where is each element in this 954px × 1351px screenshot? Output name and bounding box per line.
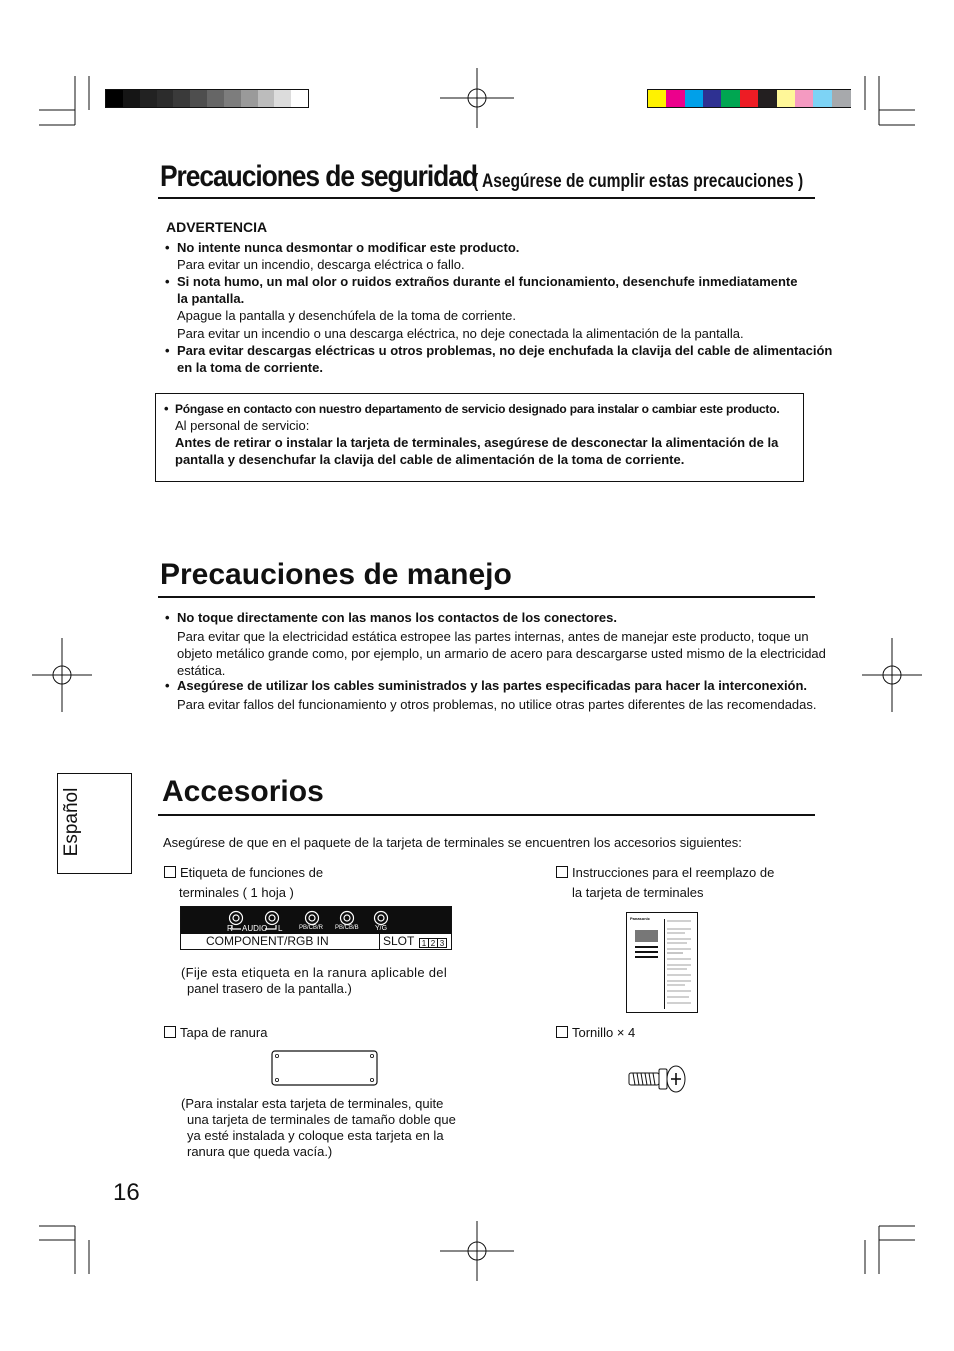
manejo-item-1-line2: objeto metálico grande como, por ejemplo, un armario de acero para descargarse usted mismo de la electricidad [177,646,826,661]
slot-cover-illustration [271,1050,381,1090]
grayscale-swatch [106,90,123,107]
tornillo-label-text: Tornillo [572,1025,614,1040]
tapa-note-line3: ya esté instalada y coloque esta tarjeta en la [187,1128,444,1143]
checkbox-tornillo [556,1026,568,1038]
seguridad-item-3-bold2: en la toma de corriente. [177,360,323,375]
etiqueta-label-line1: Etiqueta de funciones de [180,865,324,880]
etiqueta-note-line1: (Fije esta etiqueta en la ranura aplicable del [181,965,448,980]
seguridad-item-2-line2: Para evitar un incendio o una descarga eléctrica, no deje conectada la alimentación de la pantalla. [177,326,744,341]
grayscale-swatch [140,90,157,107]
service-notice-bold: Póngase en contacto con nuestro departamento de servicio designado para instalar o cambiar este producto. [175,402,780,416]
instruction-sheet-text-lines [665,919,695,1009]
tapa-label [164,1024,267,1041]
sticker-divider [379,934,380,949]
seguridad-title [160,160,477,194]
bullet-dot: • [165,240,170,255]
service-notice-bold2b: pantalla y desenchufar la clavija del cable de alimentación de la toma de corriente. [175,452,685,467]
bullet-dot: • [165,610,170,625]
manejo-item-2-line1: Para evitar fallos del funcionamiento y otros problemas, no utilice otras partes diferentes de las recomendadas. [177,697,817,712]
manejo-item-1-line1: Para evitar que la electricidad estática estropee las partes internas, antes de manejar este producto, toque un [177,629,809,644]
color-swatch [721,90,740,107]
tapa-note-line4: ranura que queda vacía.) [187,1144,333,1159]
connector-label-audio: AUDIO [242,924,268,933]
accesorios-intro: Asegúrese de que en el paquete de la tarjeta de terminales se encuentren los accesorios siguientes: [163,835,742,850]
color-swatch [813,90,832,107]
accesorios-title: Accesorios [162,775,324,808]
color-swatch [703,90,722,107]
connector-label-r: R [227,924,233,933]
registration-target-right [862,635,922,715]
color-swatch [832,90,851,107]
color-swatch [685,90,704,107]
grayscale-swatch [274,90,291,107]
grayscale-swatch [173,90,190,107]
instruction-sheet-bar [635,956,658,958]
sticker-slot-boxes [419,938,447,948]
slot-box-3: 3 [438,938,447,948]
seguridad-item-2-bold2: la pantalla. [177,291,245,306]
grayscale-swatch [241,90,258,107]
checkbox-tapa [164,1026,176,1038]
color-swatch [777,90,796,107]
page-number: 16 [113,1179,140,1206]
instrucciones-label-line1: Instrucciones para el reemplazo de [572,865,775,880]
instruction-sheet-illustration [626,912,698,1013]
service-notice-line: Al personal de servicio: [175,418,310,433]
instruction-sheet-brand: Panasonic [630,916,651,921]
slot-box-1: 1 [419,938,429,948]
bullet-dot: • [165,678,170,693]
grayscale-swatch [207,90,224,107]
seguridad-item-3-bold1: Para evitar descargas eléctricas u otros problemas, no deje enchufada la clavija del cable de alimentación [177,343,833,358]
grayscale-swatch [190,90,207,107]
manejo-title: Precauciones de manejo [160,558,512,591]
checkbox-etiqueta [164,866,176,878]
seguridad-item-2-line1: Apague la pantalla y desenchúfela de la toma de corriente. [177,308,516,323]
registration-target-left [32,635,92,715]
etiqueta-label [164,864,323,881]
grayscale-color-bar [105,89,309,108]
bullet-dot: • [165,274,170,289]
accesorios-rule [158,814,815,816]
tornillo-qty: × 4 [616,1025,636,1040]
manejo-item-1-bold: No toque directamente con las manos los contactos de los conectores. [177,610,617,625]
connector-label-pbcbb: PB/CB/B [335,925,359,931]
connector-label-yg: Y/G [375,925,388,932]
seguridad-rule [158,197,815,199]
seguridad-item-1-bold: No intente nunca desmontar o modificar este producto. [177,240,520,255]
seguridad-item-1-line: Para evitar un incendio, descarga eléctrica o fallo. [177,257,465,272]
advertencia-heading: ADVERTENCIA [166,219,268,235]
terminal-label-sticker [180,906,452,950]
bullet-dot: • [165,343,170,358]
tapa-label-text: Tapa de ranura [180,1025,268,1040]
color-swatch [666,90,685,107]
instruction-sheet-bar [635,951,658,953]
color-swatch [648,90,667,107]
instrucciones-label [556,864,774,881]
tornillo-label [556,1024,635,1041]
instruction-sheet-photo [635,930,658,942]
instrucciones-label-line2: la tarjeta de terminales [572,885,704,900]
sticker-slot-label: SLOT [383,934,415,948]
process-color-bar [647,89,851,108]
instruction-sheet-bar [635,946,658,948]
grayscale-swatch [224,90,241,107]
color-swatch [758,90,777,107]
connector-label-pbcbr: PB/CB/R [299,925,324,931]
tapa-note-line1: (Para instalar esta tarjeta de terminales, quite [181,1096,444,1111]
color-swatch [795,90,814,107]
manejo-item-1-line3: estática. [177,663,226,678]
tapa-note-line2: una tarjeta de terminales de tamaño doble que [187,1112,456,1127]
checkbox-instrucciones [556,866,568,878]
color-swatch [740,90,759,107]
grayscale-swatch [157,90,174,107]
grayscale-swatch [123,90,140,107]
registration-target-top [437,68,517,128]
service-notice-bold2a: Antes de retirar o instalar la tarjeta de terminales, asegúrese de desconectar la alimentación de la [175,435,779,450]
connector-label-l: L [278,924,283,933]
manejo-item-2-bold: Asegúrese de utilizar los cables suministrados y las partes especificadas para hacer la interconexión. [177,678,808,693]
etiqueta-note-line2: panel trasero de la pantalla.) [187,981,352,996]
seguridad-subtitle: ( Asegúrese de cumplir estas precauciones ) [473,171,804,192]
sticker-component-label: COMPONENT/RGB IN [206,934,329,948]
registration-target-bottom [437,1221,517,1281]
seguridad-title-text: Precauciones de seguridad [160,160,477,193]
screw-illustration [626,1063,690,1097]
grayscale-swatch [291,90,308,107]
grayscale-swatch [258,90,275,107]
slot-box-2: 2 [429,938,438,948]
seguridad-item-2-bold1: Si nota humo, un mal olor o ruidos extraños durante el funcionamiento, desenchufe inmediatamente [177,274,798,289]
manejo-rule [158,596,815,598]
etiqueta-label-line2: terminales ( 1 hoja ) [179,885,294,900]
bullet-dot: • [164,401,169,416]
